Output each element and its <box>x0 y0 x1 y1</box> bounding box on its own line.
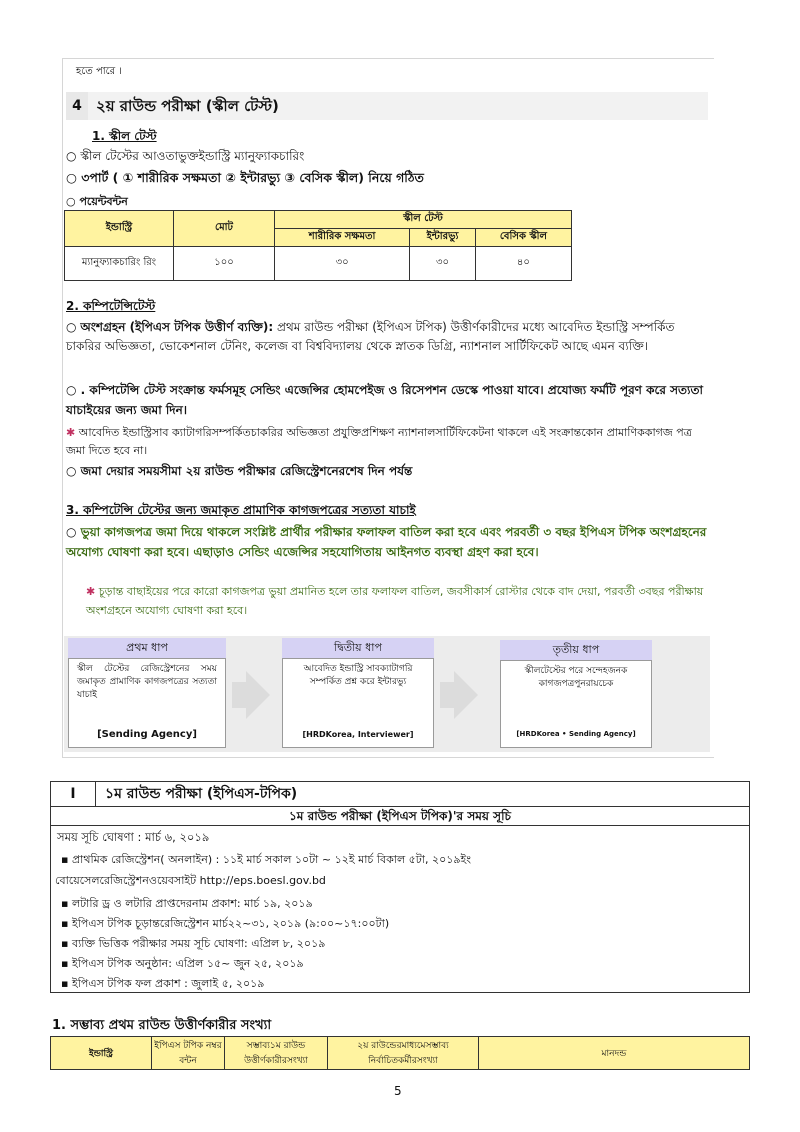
step2-body: আবেদিত ইন্ডাস্ট্রি সাবক্যাটাগরি সম্পর্কিত প্রশ্ন করে ইন্টারভ্যু <box>303 664 413 687</box>
verify-bullet-2 <box>86 582 712 620</box>
step2-box <box>282 658 434 748</box>
verify-bullet-2-text: চূড়ান্ত বাছাইয়ের পরে কারো কাগজপত্র ভুয়া প্রমানিত হলে তার ফলাফল বাতিল, জবসীকার্স রোস্টার থেকে বাদ দেয়া, পরবর্তী ৩বছর পরীক্ষায় অংশগ্রহনে অযোগ্য ঘোষণা করা হবে। <box>86 585 704 617</box>
circle-bullet-icon: ○ <box>66 525 77 539</box>
circle-bullet-icon: ○ <box>66 149 77 163</box>
schedule-item-6 <box>61 975 264 994</box>
score-table <box>64 210 572 281</box>
comp-bullet-1-text: প্রথম রাউন্ড পরীক্ষা (ইপিএস টপিক) উত্তীর্ণকারীদের মধ্যে আবেদিত ইন্ডাস্ট্রি সম্পর্কিত চাকরির অভিজ্ঞতা, ভোকেশনাল টেনিং, কলেজ বা বিশ্ববিদ্যালয় থেকে স্নাতক ডিগ্রি, ন্যাশনাল সার্টিফিকেট আছে এমন ব্যক্তি। <box>66 320 675 353</box>
section4-number: 4 <box>66 92 88 120</box>
schedule-website: বোয়েসেলরেজিস্ট্রেশনওয়েবসাইট http://eps.boesl.gov.bd <box>55 874 326 887</box>
verify-heading: 3. কম্পিটেন্সি টেস্টের জন্য জমাকৃত প্রামাণিক কাগজপত্রের সত্যতা যাচাই <box>66 503 416 517</box>
bottom-col-selected: ২য় রাউন্ডেরমাধ্যমেসম্ভাব্য নির্বাচিতকর্মীরসংখ্যা <box>328 1037 479 1070</box>
schedule-item-2 <box>61 895 313 914</box>
schedule-item-3 <box>61 915 389 934</box>
square-bullet-icon: ▪ <box>61 937 69 950</box>
comp-bullet-1 <box>66 318 706 356</box>
schedule-item-1-text: প্রাথমিক রেজিস্ট্রেশন( অনলাইন) : ১১ই মার্চ সকাল ১০টা ~ ১২ই মার্চ বিকাল ৫টা, ২০১৯ইং <box>71 853 472 866</box>
circle-bullet-icon: ○ <box>66 464 77 478</box>
step2-agency: [HRDKorea, Interviewer] <box>302 730 414 739</box>
step1-box <box>68 658 226 748</box>
comp-bullet-4 <box>66 463 706 483</box>
schedule-item-3-text: ইপিএস টপিক চূড়ান্তরেজিস্ট্রেশন মার্চ২২~৩১, ২০১৯ (৯:০০~১৭:০০টা) <box>71 917 390 930</box>
step1-body: স্কীল টেস্টের রেজিস্ট্রেশনের সময় জমাকৃত প্রামাণিক কাগজপত্রের সত্যতা যাচাই <box>77 664 217 700</box>
step3-title: তৃতীয় ধাপ <box>500 640 652 660</box>
step3-agency: [HRDKorea • Sending Agency] <box>516 730 636 738</box>
circle-bullet-icon: ○ <box>66 320 77 334</box>
asterisk-bullet-icon: ✱ <box>86 585 96 598</box>
comp-bullet-3-text: আবেদিত ইন্ডাস্ট্রিসাব ক্যাটাগরিসম্পর্কিতচাকরির অভিজ্ঞতা প্রযুক্তিপ্রশিক্ষণ ন্যাশনালসার্টিফিকেটনা থাকলে এই সংক্রান্তকোন প্রামাণিককাগজ পত্র জমা দিতে হবে না। <box>66 426 692 457</box>
comp-bullet-2-text: . কম্পিটেন্সি টেস্ট সংক্রান্ত ফর্মসমূহ সেন্ডিং এজেন্সির হোমপেইজ ও রিসেপশন ডেস্কে পাওয়া যাবে। প্রযোজ্য ফর্মটি পূরণ করে সত্যতা যাচাইয়ের জন্য জমা দিন। <box>66 383 704 417</box>
arrow-2-body <box>440 682 454 708</box>
sub-basic: বেসিক স্কীল <box>475 229 571 247</box>
square-bullet-icon: ▪ <box>61 977 69 990</box>
sub-physical: শারীরিক সক্ষমতা <box>275 229 410 247</box>
bottom-heading: 1. সম্ভাব্য প্রথম রাউন্ড উত্তীর্ণকারীর সংখ্যা <box>52 1018 272 1033</box>
schedule-box <box>50 806 750 993</box>
sub-interview: ইন্টারভ্যু <box>410 229 476 247</box>
page-number: 5 <box>394 1084 402 1098</box>
comp-bullet-4-text: জমা দেয়ার সময়সীমা ২য় রাউন্ড পরীক্ষার রেজিস্ট্রেশনেরশেষ দিন পর্যন্ত <box>80 464 413 478</box>
schedule-item-5-text: ইপিএস টপিক অনুষ্ঠান: এপ্রিল ১৫~ জুন ২৫, ২০১৯ <box>71 957 304 970</box>
arrow-right-icon <box>454 671 478 719</box>
comp-bullet-1-label: অংশগ্রহন (ইপিএস টপিক উত্তীর্ণ ব্যক্তি): <box>80 320 274 334</box>
circle-bullet-icon: ○ <box>66 170 77 185</box>
sectionI-title: ১ম রাউন্ড পরীক্ষা (ইপিএস-টপিক) <box>105 786 298 802</box>
step3-box <box>500 660 652 748</box>
schedule-announce: সময় সূচি ঘোষণা : মার্চ ৬, ২০১৯ <box>57 830 210 844</box>
circle-bullet-icon: ○ <box>66 195 76 208</box>
bottom-col-criteria: মানদন্ড <box>479 1037 750 1070</box>
col-total: মোট <box>174 211 275 247</box>
step1-title: প্রথম ধাপ <box>68 638 226 658</box>
arrow-1-body <box>232 682 246 708</box>
col-skill: স্কীল টেস্ট <box>275 211 572 229</box>
competency-heading: 2. কম্পিটেন্সিটেস্ট <box>66 299 156 313</box>
step2-title: দ্বিতীয় ধাপ <box>282 638 434 658</box>
row-basic: ৪০ <box>475 247 571 281</box>
sectionI-number: I <box>51 782 96 806</box>
row-industry: ম্যানুফ্যাকচারিং রিং <box>65 247 174 281</box>
bottom-col-allocation: ইপিএস টপিক নম্বর বন্টন <box>152 1037 225 1070</box>
top-fragment: হতে পারে । <box>76 66 122 77</box>
schedule-item-6-text: ইপিএস টপিক ফল প্রকাশ : জুলাই ৫, ২০১৯ <box>71 977 265 990</box>
schedule-item-1 <box>61 851 471 870</box>
schedule-item-4-text: ব্যক্তি ভিত্তিক পরীক্ষার সময় সূচি ঘোষণা: এপ্রিল ৮, ২০১৯ <box>71 937 326 950</box>
schedule-title: ১ম রাউন্ড পরীক্ষা (ইপিএস টপিক)'র সময় সূচি <box>51 807 749 826</box>
verify-bullet-1 <box>66 522 714 562</box>
schedule-item-4 <box>61 935 325 954</box>
verify-bullet-1-text: ভুয়া কাগজপত্র জমা দিয়ে থাকলে সংশ্লিষ্ট প্রার্থীর পরীক্ষার ফলাফল বাতিল করা হবে এবং পরবর্তী ৩ বছর ইপিএস টপিক অংশগ্রহনের অযোগ্য ঘোষণা করা হবে। এছাড়াও সেন্ডিং এজেন্সির সহযোগিতায় আইনগত ব্যবস্থা গ্রহণ করা হবে। <box>66 525 707 559</box>
bullet-parts <box>66 170 424 190</box>
square-bullet-icon: ▪ <box>61 853 69 866</box>
step3-body: স্কীলটেস্টের পরে সন্দেহজনক কাগজপত্রপুনরায়চেক <box>524 666 628 689</box>
comp-bullet-3 <box>66 424 714 460</box>
col-industry: ইন্ডাস্ট্রি <box>65 211 174 247</box>
row-interview: ৩০ <box>410 247 476 281</box>
arrow-right-icon <box>246 671 270 719</box>
bottom-col-industry: ইন্ডাস্ট্রি <box>51 1037 152 1070</box>
comp-bullet-2 <box>66 380 714 420</box>
bullet-points-text: পয়েন্টবন্টন <box>79 195 128 208</box>
bullet-industry <box>66 148 304 168</box>
skill-test-heading: 1. স্কীল টেস্ট <box>92 129 157 143</box>
bottom-col-passers: সম্ভাব্য১ম রাউন্ড উত্তীর্ণকারীরসংখ্যা <box>225 1037 328 1070</box>
schedule-item-5 <box>61 955 304 974</box>
schedule-item-2-text: লটারি ড্র ও লটারি প্রাপ্তদেরনাম প্রকাশ: মার্চ ১৯, ২০১৯ <box>71 897 313 910</box>
square-bullet-icon: ▪ <box>61 917 69 930</box>
section4-title: ২য় রাউন্ড পরীক্ষা (স্কীল টেস্ট) <box>88 92 708 120</box>
circle-bullet-icon: ○ <box>66 383 77 397</box>
sectionI-header <box>50 781 750 807</box>
square-bullet-icon: ▪ <box>61 897 69 910</box>
bullet-industry-text: স্কীল টেস্টের আওতাভুক্তইন্ডাস্ট্রি ম্যানুফ্যাকচারিং <box>80 149 305 163</box>
asterisk-bullet-icon: ✱ <box>66 426 76 439</box>
bullet-parts-text: ৩পার্ট ( ① শারীরিক সক্ষমতা ② ইন্টারভ্যু ③ বেসিক স্কীল) নিয়ে গঠিত <box>81 170 424 185</box>
square-bullet-icon: ▪ <box>61 957 69 970</box>
step1-agency: [Sending Agency] <box>97 729 197 740</box>
row-physical: ৩০ <box>275 247 410 281</box>
row-total: ১০০ <box>174 247 275 281</box>
bottom-table <box>50 1036 750 1070</box>
